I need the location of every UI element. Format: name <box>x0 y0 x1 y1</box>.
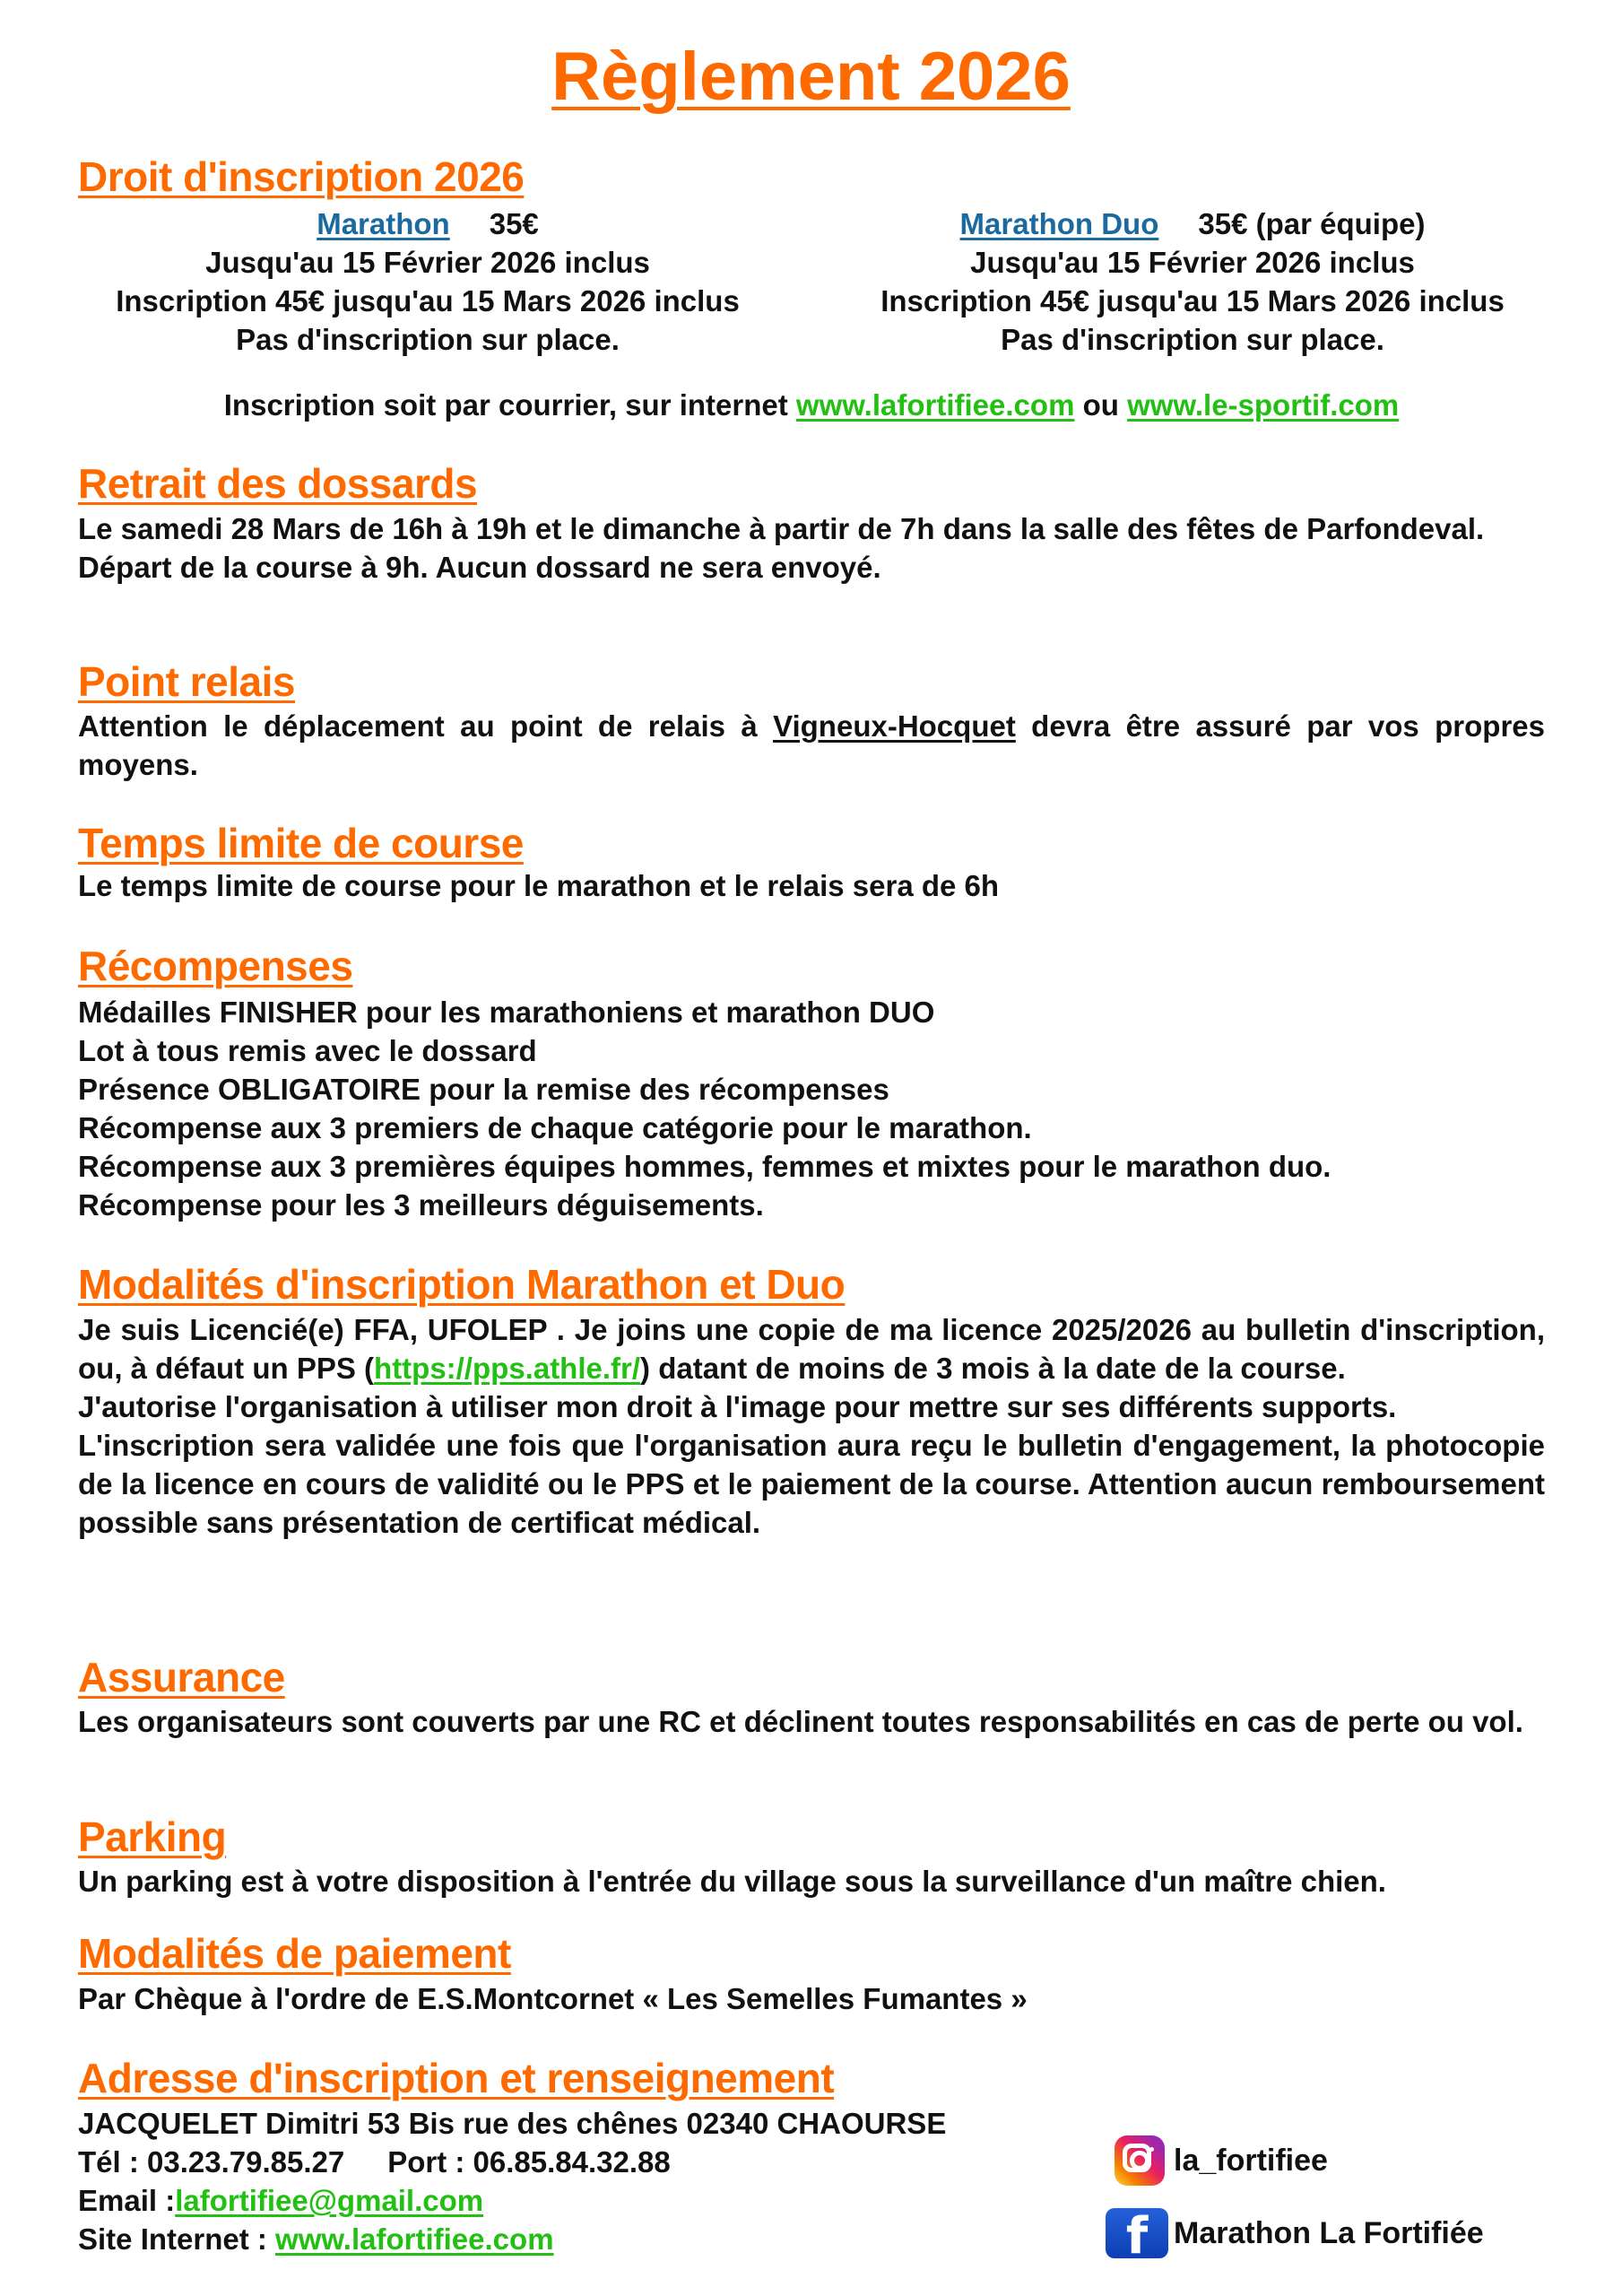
duo-line2: Inscription 45€ jusqu'au 15 Mars 2026 inclus <box>880 284 1505 317</box>
mobile-phone: Port : 06.85.84.32.88 <box>387 2145 671 2179</box>
relais-place: Vigneux-Hocquet <box>773 709 1016 743</box>
facebook-icon: f <box>1106 2208 1168 2258</box>
marathon-price: 35€ <box>489 207 539 240</box>
retrait-text: Le samedi 28 Mars de 16h à 19h et le dimanche à partir de 7h dans la salle des fêtes de Parfondeval. Départ de la course à 9h. Aucun dossard ne sera envoyé. <box>78 512 1485 584</box>
pps-link[interactable]: https://pps.athle.fr/ <box>374 1352 641 1385</box>
modalites-text: Je suis Licencié(e) FFA, UFOLEP . Je joins une copie de ma licence 2025/2026 au bulletin d'inscription, ou, à défaut un PPS (https://pps.athle.fr/) datant de moins de 3 mois à la date de la course. J'autorise l'organisation à utiliser mon droit à l'image pour mettre sur ses différents supports. L'inscription sera validée une fois que l'organisation aura reçu le bulletin d'engagement, la photocopie de la licence en cours de validité ou le PPS et le paiement de la course. Attention aucun remboursement possible sans présentation de certificat médical. <box>78 1313 1545 1539</box>
duo-line3: Pas d'inscription sur place. <box>1001 323 1384 356</box>
email-link[interactable]: lafortifiee@gmail.com <box>175 2184 484 2217</box>
heading-droit-inscription: Droit d'inscription 2026 <box>78 153 525 200</box>
phone: Tél : 03.23.79.85.27 <box>78 2145 345 2179</box>
page-title: Règlement 2026 <box>551 39 1071 115</box>
marathon-line3: Pas d'inscription sur place. <box>236 323 620 356</box>
website-link[interactable]: www.lafortifiee.com <box>275 2222 554 2256</box>
marathon-line2: Inscription 45€ jusqu'au 15 Mars 2026 inclus <box>116 284 740 317</box>
assurance-text: Les organisateurs sont couverts par une RC et déclinent toutes responsabilités en cas de perte ou vol. <box>78 1705 1523 1738</box>
marathon-pricing <box>78 204 777 359</box>
duo-label: Marathon Duo <box>959 207 1159 240</box>
recompense-line: Médailles FINISHER pour les marathoniens et marathon DUO <box>78 996 935 1029</box>
lafortifiee-link[interactable]: www.lafortifiee.com <box>795 388 1075 422</box>
heading-retrait-dossards: Retrait des dossards <box>78 460 478 507</box>
duo-price: 35€ (par équipe) <box>1198 207 1426 240</box>
duo-line1: Jusqu'au 15 Février 2026 inclus <box>970 246 1415 279</box>
postal-address: JACQUELET Dimitri 53 Bis rue des chênes 02340 CHAOURSE <box>78 2107 947 2140</box>
parking-text: Un parking est à votre disposition à l'entrée du village sous la surveillance d'un maître chien. <box>78 1865 1386 1898</box>
recompenses-list <box>78 993 1545 1224</box>
recompense-line: Présence OBLIGATOIRE pour la remise des récompenses <box>78 1073 889 1106</box>
marathon-line1: Jusqu'au 15 Février 2026 inclus <box>205 246 650 279</box>
instagram-icon <box>1115 2135 1165 2186</box>
instagram-handle[interactable]: la_fortifiee <box>1115 2135 1328 2186</box>
recompense-line: Récompense pour les 3 meilleurs déguisements. <box>78 1188 764 1222</box>
heading-paiement: Modalités de paiement <box>78 1930 511 1977</box>
temps-text: Le temps limite de course pour le marathon et le relais sera de 6h <box>78 869 1000 902</box>
heading-point-relais: Point relais <box>78 658 295 705</box>
heading-adresse: Adresse d'inscription et renseignement <box>78 2055 835 2101</box>
facebook-page[interactable]: f Marathon La Fortifiée <box>1106 2208 1484 2258</box>
recompense-line: Récompense aux 3 premiers de chaque catégorie pour le marathon. <box>78 1111 1032 1144</box>
heading-temps-limite: Temps limite de course <box>78 820 524 866</box>
heading-assurance: Assurance <box>78 1654 285 1700</box>
contact-block: JACQUELET Dimitri 53 Bis rue des chênes 02340 CHAOURSE Tél : 03.23.79.85.27 Port : 06.85.84.32.88 Email :lafortifiee@gmail.com Site Internet : www.lafortifiee.com <box>78 2104 1545 2258</box>
recompense-line: Lot à tous remis avec le dossard <box>78 1034 537 1067</box>
heading-recompenses: Récompenses <box>78 943 353 989</box>
heading-parking: Parking <box>78 1813 227 1860</box>
paiement-text: Par Chèque à l'ordre de E.S.Montcornet « Les Semelles Fumantes » <box>78 1982 1028 2015</box>
recompense-line: Récompense aux 3 premières équipes hommes, femmes et mixtes pour le marathon duo. <box>78 1150 1331 1183</box>
relais-text: Attention le déplacement au point de relais à Vigneux-Hocquet devra être assuré par vos propres moyens. <box>78 709 1545 781</box>
le-sportif-link[interactable]: www.le-sportif.com <box>1127 388 1400 422</box>
heading-modalites-inscription: Modalités d'inscription Marathon et Duo <box>78 1261 846 1308</box>
inscription-methods: Inscription soit par courrier, sur internet www.lafortifiee.com ou www.le-sportif.com <box>223 388 1400 422</box>
marathon-label: Marathon <box>317 207 450 240</box>
duo-pricing <box>834 204 1551 359</box>
